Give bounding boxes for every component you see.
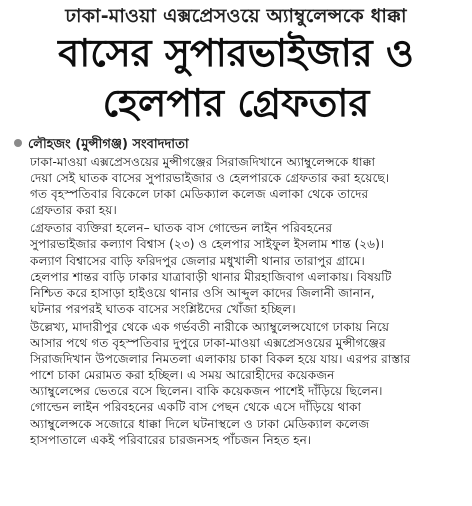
article-body xyxy=(30,154,456,448)
body-line: সিরাজদিখান উপজেলার নিমতলা এলাকায় চাকা বিকল হয়ে যায়। এরপর রাস্তার xyxy=(30,352,411,367)
body-line: গ্রেফতার করা হয়। xyxy=(30,203,117,218)
paragraph-1 xyxy=(30,154,456,218)
headline-line-1: বাসের সুপারভাইজার ও xyxy=(58,31,414,75)
body-line: গোল্ডেন লাইন পরিবহনের একটি বাস পেছন থেকে এসে দাঁড়িয়ে থাকা xyxy=(30,400,362,415)
body-line: নিশ্চিত করে হাসাড়া হাইওয়ে থানার ওসি আব্দুল কাদের জিলানী জানান, xyxy=(30,285,375,300)
paragraph-2 xyxy=(30,220,456,317)
body-line: দেয়া সেই ঘাতক বাসের সুপারভাইজার ও হেলপারকে গ্রেফতার করা হয়েছে। xyxy=(30,171,390,186)
body-line: উল্লেখ্য, মাদারীপুর থেকে এক গর্ভবতী নারীকে অ্যাম্বুলেন্সযোগে ঢাকায় নিয়ে xyxy=(30,319,390,334)
paragraph-3 xyxy=(30,319,456,448)
body-line: গত বৃহস্পতিবার বিকেলে ঢাকা মেডিক্যাল কলেজ এলাকা থেকে তাদের xyxy=(30,187,369,202)
body-line: হাসপাতালে একই পরিবারের চারজনসহ পাঁচজন নিহত হন। xyxy=(30,432,312,447)
body-line: অ্যাম্বুলেন্সকে সজোরে ধাক্কা দিলে ঘটনাস্থলে ও ঢাকা মেডিক্যাল কলেজ xyxy=(30,416,370,431)
bullet-icon xyxy=(14,139,22,147)
body-line: ঢাকা-মাওয়া এক্সপ্রেসওয়ের মুন্সীগঞ্জের সিরাজদিখানে অ্যাম্বুলেন্সকে ধাক্কা xyxy=(30,155,376,169)
body-line: গ্রেফতার ব্যক্তিরা হলেন– ঘাতক বাস গোল্ডেন লাইন পরিবহনের xyxy=(30,221,333,236)
shoulder-headline: ঢাকা-মাওয়া এক্সপ্রেসওয়ে অ্যাম্বুলেন্সকে ধাক্কা xyxy=(65,5,407,27)
body-line: ঘটনার পরপরই ঘাতক বাসের সংশ্লিষ্টদের খোঁজা হচ্ছিল। xyxy=(30,301,296,316)
byline xyxy=(14,135,189,156)
body-line: সুপারভাইজার কল্যাণ বিশ্বাস (২৩) ও হেলপার সাইফুল ইসলাম শান্ত (২৬)। xyxy=(30,237,385,252)
body-line: হেলপার শান্তর বাড়ি ঢাকার যাত্রাবাড়ী থানার মীরহাজিবাগ এলাকায়। বিষয়টি xyxy=(30,269,392,284)
body-line: অ্যাম্বুলেন্সের ভেতরে বসে ছিলেন। বাকি কয়েকজন পাশেই দাঁড়িয়ে ছিলেন। xyxy=(30,384,383,399)
body-line: আসার পথে গত বৃহস্পতিবার দুপুরে ঢাকা-মাওয়া এক্সপ্রেসওয়ের মুন্সীগঞ্জের xyxy=(30,336,386,351)
body-line: পাশে চাকা মেরামত করা হচ্ছিল। এ সময় আরোহীদের কয়েকজন xyxy=(30,368,335,383)
byline-text: লৌহজং (মুন্সীগঞ্জ) সংবাদদাতা xyxy=(28,137,189,152)
body-line: কল্যাণ বিশ্বাসের বাড়ি ফরিদপুর জেলার মধুখালী থানার তারাপুর গ্রামে। xyxy=(30,253,365,268)
headline-line-2: হেলপার গ্রেফতার xyxy=(102,81,370,125)
